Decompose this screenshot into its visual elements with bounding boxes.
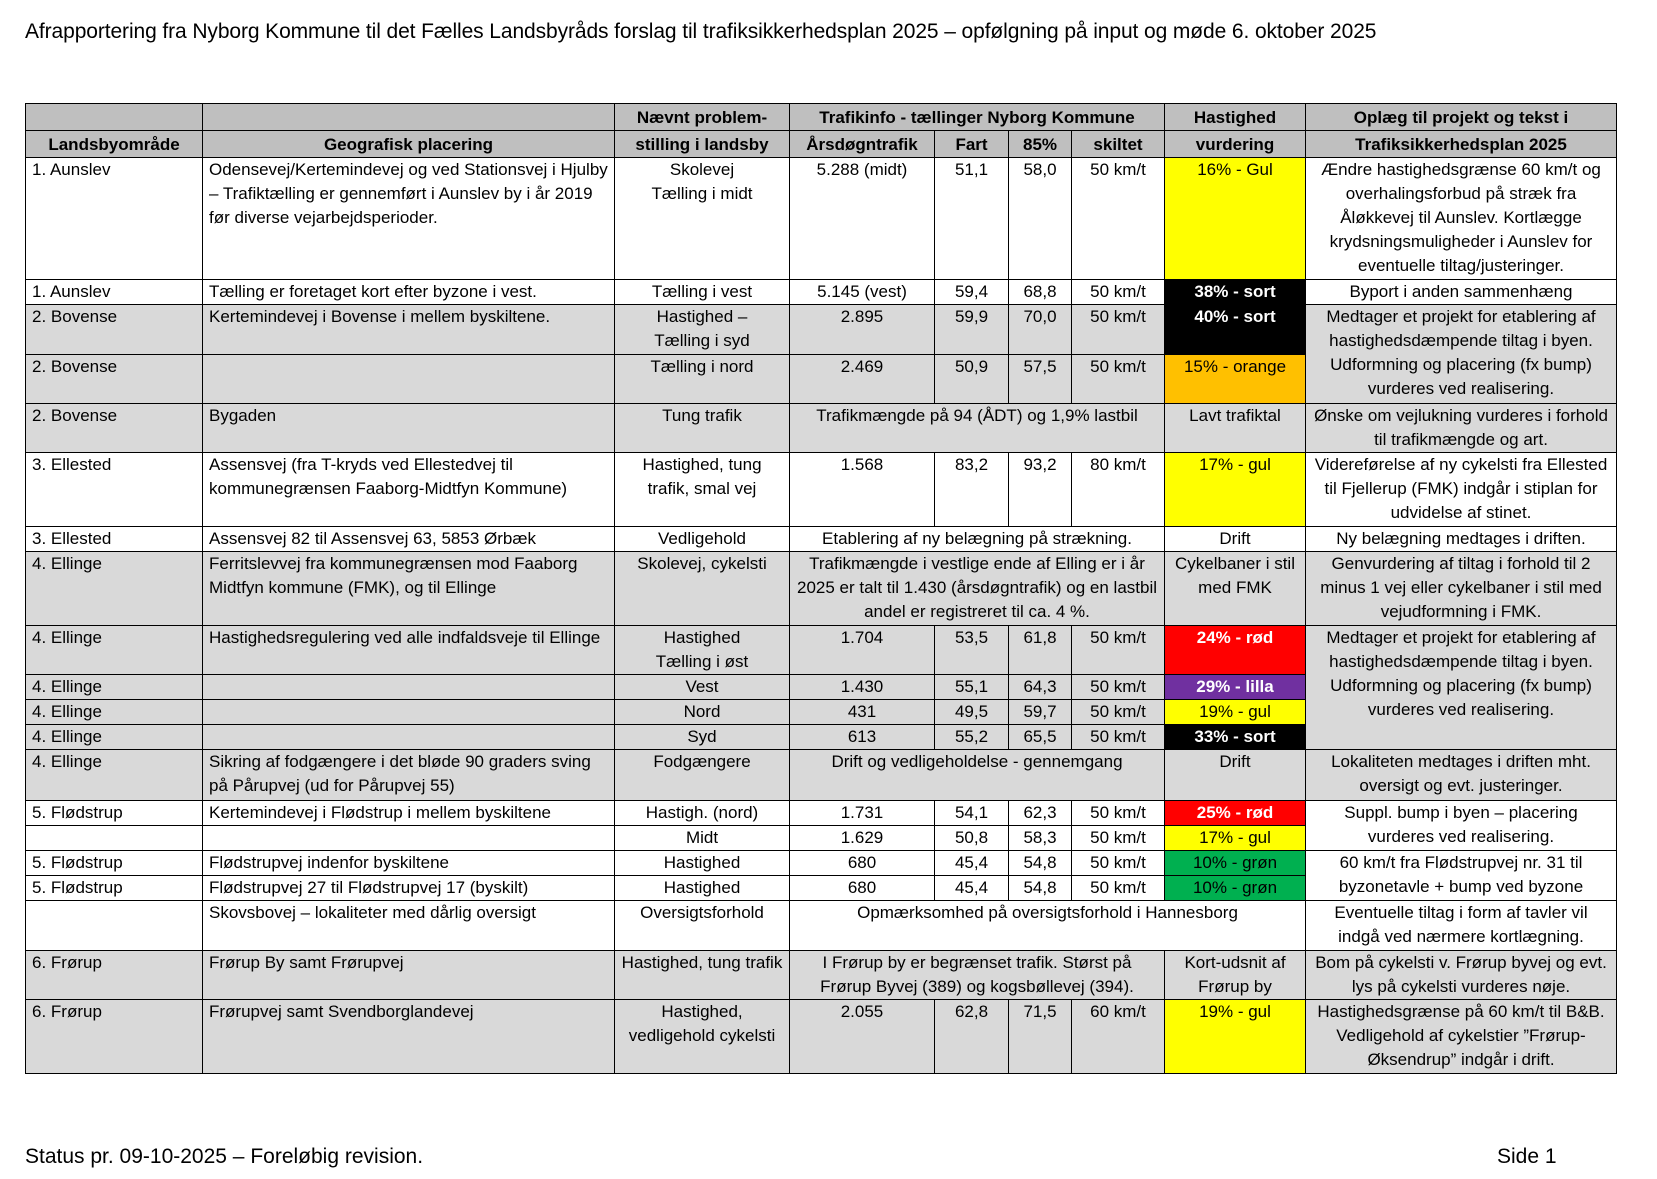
cell-vurdering: 33% - sort — [1165, 725, 1306, 750]
cell-landsby: 5. Flødstrup — [26, 851, 203, 876]
cell-landsby: 6. Frørup — [26, 951, 203, 1000]
cell-skiltet: 50 km/t — [1072, 626, 1165, 675]
cell-oplaeg: Eventuelle tiltag i form af tavler vil indgå ved nærmere kortlægning. — [1306, 901, 1617, 951]
cell-trafikinfo: Trafikmængde i vestlige ende af Elling er i år 2025 er talt til 1.430 (årsdøgntrafik) og en lastbil andel er registreret til ca. 4 %. — [790, 552, 1165, 626]
cell-vurdering: 10% - grøn — [1165, 876, 1306, 901]
cell-aadt: 431 — [790, 700, 935, 725]
cell-oplaeg: Byport i anden sammenhæng — [1306, 280, 1617, 305]
table-row — [26, 951, 1617, 1000]
cell-p85: 57,5 — [1009, 355, 1072, 404]
header-geo-top — [203, 104, 615, 131]
table-row — [26, 1000, 1617, 1074]
cell-p85: 54,8 — [1009, 851, 1072, 876]
cell-aadt: 613 — [790, 725, 935, 750]
cell-trafikinfo: Opmærksomhed på oversigtsforhold i Hannesborg — [790, 901, 1306, 951]
cell-oplaeg: Ny belægning medtages i driften. — [1306, 527, 1617, 552]
cell-fart: 50,9 — [935, 355, 1009, 404]
header-hast-2: vurdering — [1165, 131, 1306, 158]
cell-problem-a: Hastighed – — [656, 307, 748, 326]
cell-landsby: 6. Frørup — [26, 1000, 203, 1074]
cell-problem: Nord — [615, 700, 790, 725]
cell-geo — [203, 355, 615, 404]
cell-vurdering: Drift — [1165, 527, 1306, 552]
cell-skiltet: 50 km/t — [1072, 158, 1165, 280]
cell-skiltet: 50 km/t — [1072, 355, 1165, 404]
header-p85: 85% — [1009, 131, 1072, 158]
cell-geo — [203, 826, 615, 851]
cell-geo — [203, 675, 615, 700]
cell-oplaeg: Hastighedsgrænse på 60 km/t til B&B. Vedligehold af cykelstier ”Frørup-Øksendrup” indgår i drift. — [1306, 1000, 1617, 1074]
cell-p85: 93,2 — [1009, 453, 1072, 527]
cell-problem — [615, 305, 790, 355]
header-row-2 — [26, 131, 1617, 158]
cell-p85: 54,8 — [1009, 876, 1072, 901]
cell-aadt: 680 — [790, 851, 935, 876]
table-row — [26, 280, 1617, 305]
header-problem-1: Nævnt problem- — [615, 104, 790, 131]
cell-fart: 54,1 — [935, 801, 1009, 826]
cell-landsby: 4. Ellinge — [26, 750, 203, 801]
cell-fart: 55,2 — [935, 725, 1009, 750]
cell-vurdering: 15% - orange — [1165, 355, 1306, 404]
cell-trafikinfo: Drift og vedligeholdelse - gennemgang — [790, 750, 1165, 801]
cell-vurdering: 40% - sort — [1165, 305, 1306, 355]
cell-vurdering: 19% - gul — [1165, 700, 1306, 725]
cell-vurdering: Lavt trafiktal — [1165, 404, 1306, 453]
cell-fart: 45,4 — [935, 876, 1009, 901]
cell-problem: Fodgængere — [615, 750, 790, 801]
cell-fart: 59,4 — [935, 280, 1009, 305]
cell-oplaeg: Bom på cykelsti v. Frørup byvej og evt. lys på cykelsti vurderes nøje. — [1306, 951, 1617, 1000]
cell-geo: Bygaden — [203, 404, 615, 453]
cell-oplaeg: Ønske om vejlukning vurderes i forhold til trafikmængde og art. — [1306, 404, 1617, 453]
cell-p85: 70,0 — [1009, 305, 1072, 355]
cell-skiltet: 50 km/t — [1072, 305, 1165, 355]
table-row — [26, 552, 1617, 626]
table-row — [26, 750, 1617, 801]
cell-p85: 59,7 — [1009, 700, 1072, 725]
cell-vurdering: 24% - rød — [1165, 626, 1306, 675]
cell-skiltet: 50 km/t — [1072, 280, 1165, 305]
cell-landsby: 5. Flødstrup — [26, 801, 203, 826]
cell-aadt: 2.055 — [790, 1000, 935, 1074]
cell-geo: Frørupvej samt Svendborglandevej — [203, 1000, 615, 1074]
cell-skiltet: 50 km/t — [1072, 675, 1165, 700]
cell-vurdering: 29% - lilla — [1165, 675, 1306, 700]
table-row — [26, 453, 1617, 527]
cell-landsby: 2. Bovense — [26, 305, 203, 355]
cell-geo: Assensvej (fra T-kryds ved Ellestedvej til kommunegrænsen Faaborg-Midtfyn Kommune) — [203, 453, 615, 527]
cell-aadt: 5.288 (midt) — [790, 158, 935, 280]
cell-landsby: 5. Flødstrup — [26, 876, 203, 901]
cell-p85: 61,8 — [1009, 626, 1072, 675]
cell-landsby: 4. Ellinge — [26, 725, 203, 750]
cell-geo: Frørup By samt Frørupvej — [203, 951, 615, 1000]
cell-geo: Ferritslevvej fra kommunegrænsen mod Faaborg Midtfyn kommune (FMK), og til Ellinge — [203, 552, 615, 626]
cell-oplaeg: Lokaliteten medtages i driften mht. oversigt og evt. justeringer. — [1306, 750, 1617, 801]
cell-geo — [203, 700, 615, 725]
header-oplaeg-1: Oplæg til projekt og tekst i — [1306, 104, 1617, 131]
cell-trafikinfo: I Frørup by er begrænset trafik. Størst på Frørup Byvej (389) og kogsbøllevej (394). — [790, 951, 1165, 1000]
header-hast-1: Hastighed — [1165, 104, 1306, 131]
cell-vurdering: 25% - rød — [1165, 801, 1306, 826]
cell-vurdering: 16% - Gul — [1165, 158, 1306, 280]
cell-aadt: 5.145 (vest) — [790, 280, 935, 305]
cell-vurdering: 38% - sort — [1165, 280, 1306, 305]
cell-skiltet: 50 km/t — [1072, 725, 1165, 750]
cell-skiltet: 50 km/t — [1072, 851, 1165, 876]
cell-fart: 53,5 — [935, 626, 1009, 675]
cell-aadt: 1.704 — [790, 626, 935, 675]
header-trafikinfo: Trafikinfo - tællinger Nyborg Kommune — [790, 104, 1165, 131]
cell-problem: Hastighed, vedligehold cykelsti — [615, 1000, 790, 1074]
cell-p85: 58,3 — [1009, 826, 1072, 851]
cell-aadt: 1.629 — [790, 826, 935, 851]
cell-problem: Vest — [615, 675, 790, 700]
header-fart: Fart — [935, 131, 1009, 158]
cell-geo: Tælling er foretaget kort efter byzone i vest. — [203, 280, 615, 305]
cell-problem-b: Tælling i syd — [654, 331, 750, 350]
cell-problem-a: Hastighed — [663, 628, 741, 647]
cell-landsby: 4. Ellinge — [26, 700, 203, 725]
cell-aadt: 2.469 — [790, 355, 935, 404]
cell-geo: Assensvej 82 til Assensvej 63, 5853 Ørbæk — [203, 527, 615, 552]
cell-vurdering: 17% - gul — [1165, 453, 1306, 527]
header-row-1 — [26, 104, 1617, 131]
cell-problem: Oversigtsforhold — [615, 901, 790, 951]
header-oplaeg-2: Trafiksikkerhedsplan 2025 — [1306, 131, 1617, 158]
header-landsby-top — [26, 104, 203, 131]
cell-fart: 51,1 — [935, 158, 1009, 280]
cell-problem: Hastighed, tung trafik — [615, 951, 790, 1000]
cell-fart: 62,8 — [935, 1000, 1009, 1074]
cell-geo: Flødstrupvej 27 til Flødstrupvej 17 (byskilt) — [203, 876, 615, 901]
cell-fart: 83,2 — [935, 453, 1009, 527]
cell-problem: Tælling i nord — [615, 355, 790, 404]
cell-landsby: 3. Ellested — [26, 453, 203, 527]
cell-geo: Odensevej/Kertemindevej og ved Stationsvej i Hjulby – Trafiktælling er gennemført i Aunslev by i år 2019 før diverse vejarbejdsperioder. — [203, 158, 615, 280]
cell-trafikinfo: Etablering af ny belægning på strækning. — [790, 527, 1165, 552]
cell-fart: 50,8 — [935, 826, 1009, 851]
cell-trafikinfo: Trafikmængde på 94 (ÅDT) og 1,9% lastbil — [790, 404, 1165, 453]
cell-vurdering: 19% - gul — [1165, 1000, 1306, 1074]
table-row — [26, 851, 1617, 876]
cell-geo: Kertemindevej i Flødstrup i mellem byskiltene — [203, 801, 615, 826]
cell-fart: 49,5 — [935, 700, 1009, 725]
cell-problem-a: Skolevej — [669, 160, 735, 179]
cell-vurdering: 10% - grøn — [1165, 851, 1306, 876]
cell-problem: Hastigh. (nord) — [615, 801, 790, 826]
cell-problem: Skolevej, cykelsti — [615, 552, 790, 626]
cell-problem: Hastighed — [615, 876, 790, 901]
cell-p85: 65,5 — [1009, 725, 1072, 750]
document-title: Afrapportering fra Nyborg Kommune til det Fælles Landsbyråds forslag til trafiksikkerhedsplan 2025 – opfølgning på input og møde 6. oktober 2025 — [25, 20, 1377, 43]
cell-aadt: 1.430 — [790, 675, 935, 700]
cell-vurdering: Kort-udsnit af Frørup by — [1165, 951, 1306, 1000]
footer-page-number: Side 1 — [1497, 1145, 1557, 1168]
cell-aadt: 2.895 — [790, 305, 935, 355]
cell-geo: Flødstrupvej indenfor byskiltene — [203, 851, 615, 876]
cell-fart: 45,4 — [935, 851, 1009, 876]
cell-vurdering: Cykelbaner i stil med FMK — [1165, 552, 1306, 626]
cell-landsby: 2. Bovense — [26, 404, 203, 453]
cell-oplaeg: Medtager et projekt for etablering af hastighedsdæmpende tiltag i byen. Udformning og placering (fx bump) vurderes ved realisering. — [1306, 626, 1617, 750]
cell-problem: Hastighed, tung trafik, smal vej — [615, 453, 790, 527]
footer-status: Status pr. 09-10-2025 – Foreløbig revision. — [25, 1145, 424, 1168]
cell-landsby: 3. Ellested — [26, 527, 203, 552]
cell-p85: 58,0 — [1009, 158, 1072, 280]
cell-aadt: 680 — [790, 876, 935, 901]
cell-problem: Vedligehold — [615, 527, 790, 552]
cell-skiltet: 80 km/t — [1072, 453, 1165, 527]
cell-p85: 64,3 — [1009, 675, 1072, 700]
cell-oplaeg: Genvurdering af tiltag i forhold til 2 minus 1 vej eller cykelbaner i stil med vejudformning i FMK. — [1306, 552, 1617, 626]
header-landsby: Landsbyområde — [26, 131, 203, 158]
header-geo: Geografisk placering — [203, 131, 615, 158]
cell-aadt: 1.731 — [790, 801, 935, 826]
cell-landsby: 1. Aunslev — [26, 280, 203, 305]
cell-p85: 68,8 — [1009, 280, 1072, 305]
cell-fart: 55,1 — [935, 675, 1009, 700]
cell-skiltet: 50 km/t — [1072, 826, 1165, 851]
table-row — [26, 527, 1617, 552]
cell-landsby: 2. Bovense — [26, 355, 203, 404]
header-skiltet: skiltet — [1072, 131, 1165, 158]
table-row — [26, 626, 1617, 675]
cell-oplaeg: 60 km/t fra Flødstrupvej nr. 31 til byzonetavle + bump ved byzone — [1306, 851, 1617, 901]
cell-oplaeg: Medtager et projekt for etablering af hastighedsdæmpende tiltag i byen. Udformning og placering (fx bump) vurderes ved realisering. — [1306, 305, 1617, 404]
cell-p85: 62,3 — [1009, 801, 1072, 826]
cell-landsby: 4. Ellinge — [26, 552, 203, 626]
cell-geo — [203, 725, 615, 750]
cell-problem: Tælling i vest — [615, 280, 790, 305]
cell-geo: Kertemindevej i Bovense i mellem byskiltene. — [203, 305, 615, 355]
cell-fart: 59,9 — [935, 305, 1009, 355]
cell-vurdering: Drift — [1165, 750, 1306, 801]
cell-problem: Syd — [615, 725, 790, 750]
cell-skiltet: 50 km/t — [1072, 876, 1165, 901]
cell-problem-b: Tælling i midt — [651, 184, 753, 203]
table-row — [26, 404, 1617, 453]
cell-geo: Skovsbovej – lokaliteter med dårlig oversigt — [203, 901, 615, 951]
cell-landsby: 4. Ellinge — [26, 626, 203, 675]
cell-landsby — [26, 826, 203, 851]
header-aadt: Årsdøgntrafik — [790, 131, 935, 158]
cell-problem — [615, 158, 790, 280]
cell-landsby: 1. Aunslev — [26, 158, 203, 280]
cell-geo: Sikring af fodgængere i det bløde 90 graders sving på Pårupvej (ud for Pårupvej 55) — [203, 750, 615, 801]
cell-oplaeg: Videreførelse af ny cykelsti fra Ellested til Fjellerup (FMK) indgår i stiplan for udvidelse af stinet. — [1306, 453, 1617, 527]
cell-oplaeg: Ændre hastighedsgrænse 60 km/t og overhalingsforbud på stræk fra Åløkkevej til Aunslev. Kortlægge krydsningsmuligheder i Aunslev for eventuelle tiltag/justeringer. — [1306, 158, 1617, 280]
cell-problem: Hastighed — [615, 851, 790, 876]
cell-p85: 71,5 — [1009, 1000, 1072, 1074]
table-row — [26, 305, 1617, 355]
cell-skiltet: 50 km/t — [1072, 801, 1165, 826]
cell-landsby — [26, 901, 203, 951]
traffic-safety-table — [25, 103, 1617, 1074]
cell-vurdering: 17% - gul — [1165, 826, 1306, 851]
cell-problem-b: Tælling i øst — [655, 652, 749, 671]
cell-aadt: 1.568 — [790, 453, 935, 527]
cell-problem — [615, 626, 790, 675]
cell-skiltet: 60 km/t — [1072, 1000, 1165, 1074]
table-row — [26, 158, 1617, 280]
table-row — [26, 801, 1617, 826]
cell-problem: Midt — [615, 826, 790, 851]
header-problem-2: stilling i landsby — [615, 131, 790, 158]
cell-skiltet: 50 km/t — [1072, 700, 1165, 725]
cell-landsby: 4. Ellinge — [26, 675, 203, 700]
table-row — [26, 901, 1617, 951]
cell-problem: Tung trafik — [615, 404, 790, 453]
cell-geo: Hastighedsregulering ved alle indfaldsveje til Ellinge — [203, 626, 615, 675]
cell-oplaeg: Suppl. bump i byen – placering vurderes ved realisering. — [1306, 801, 1617, 851]
